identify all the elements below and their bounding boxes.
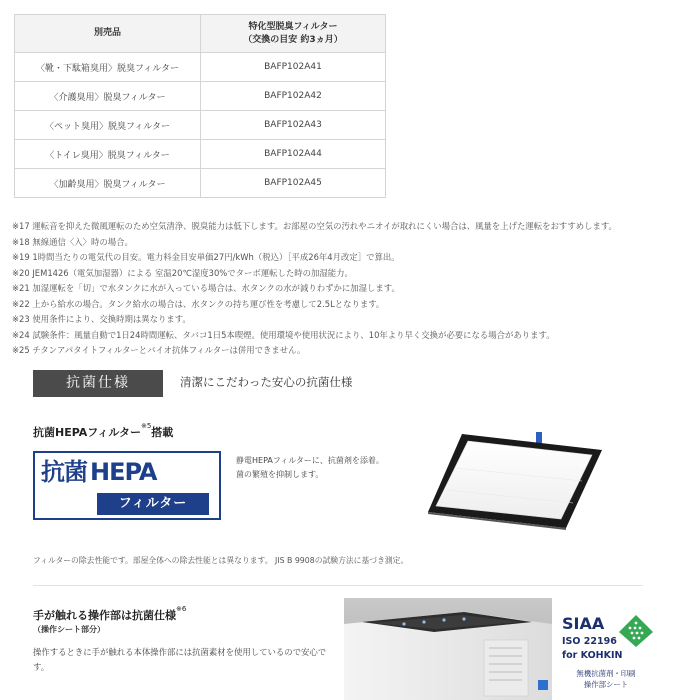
hepa-badge-kanji: 抗菌 bbox=[41, 458, 87, 486]
table-row bbox=[15, 169, 386, 198]
filter-name-cell: 〈ペット臭用〉脱臭フィルター bbox=[15, 111, 201, 140]
table-row bbox=[15, 53, 386, 82]
hepa-heading bbox=[33, 424, 173, 440]
filter-name-cell: 〈トイレ臭用〉脱臭フィルター bbox=[15, 140, 201, 169]
siaa-caption-line1: 無機抗菌剤・印刷 bbox=[576, 669, 636, 678]
filter-name-cell: 〈靴・下駄箱臭用〉脱臭フィルター bbox=[15, 53, 201, 82]
filter-name-cell: 〈介護臭用〉脱臭フィルター bbox=[15, 82, 201, 111]
siaa-for-kohkin: for KOHKIN bbox=[562, 650, 623, 661]
footnote-22: ※22 上から給水の場合。タンク給水の場合は、水タンクの持ち運び性を考慮して2.5Lとなります。 bbox=[12, 298, 385, 309]
hepa-heading-footnote-ref: ※5 bbox=[140, 422, 152, 430]
table-header-filter-line2: （交換の目安 約3ヵ月） bbox=[243, 34, 343, 45]
filter-model-cell: BAFP102A45 bbox=[201, 169, 386, 198]
hepa-heading-suffix: 搭載 bbox=[151, 426, 174, 439]
hepa-desc-line1: 静電HEPAフィルターに、抗菌剤を添着。 bbox=[236, 456, 384, 465]
filter-model-cell: BAFP102A42 bbox=[201, 82, 386, 111]
table-header-accessory: 別売品 bbox=[15, 15, 201, 53]
footnote-20: ※20 JEM1426（電気加湿器）による 室温20℃湿度30%でターボ運転した時の加湿能力。 bbox=[12, 267, 353, 278]
device-control-panel-image bbox=[344, 598, 552, 700]
siaa-certification-mark bbox=[560, 614, 690, 700]
table-header-filter bbox=[201, 15, 386, 53]
siaa-title: SIAA bbox=[562, 614, 605, 633]
siaa-iso-standard: ISO 22196 bbox=[562, 636, 617, 647]
table-header-row bbox=[15, 15, 386, 53]
operation-heading-text: 手が触れる操作部は抗菌仕様 bbox=[33, 609, 176, 622]
hepa-badge-top bbox=[41, 457, 217, 488]
section-banner: 抗菌仕様 bbox=[33, 370, 163, 397]
section-divider bbox=[33, 585, 643, 586]
hepa-badge-filter-label: フィルター bbox=[97, 493, 209, 515]
footnote-25: ※25 チタンアパタイトフィルターとバイオ抗体フィルターは併用できません。 bbox=[12, 345, 306, 355]
filter-model-cell: BAFP102A43 bbox=[201, 111, 386, 140]
hepa-test-note: フィルターの除去性能です。部屋全体への除去性能とは異なります。 JIS B 9908の試験方法に基づき測定。 bbox=[33, 556, 409, 565]
filter-model-cell: BAFP102A41 bbox=[201, 53, 386, 82]
operation-description: 操作するときに手が触れる本体操作部には抗菌素材を使用しているので安心です。 bbox=[33, 647, 327, 672]
table-header-filter-line1: 特化型脱臭フィルター bbox=[248, 21, 338, 32]
antibacterial-hepa-badge bbox=[33, 451, 221, 520]
footnote-17: ※17 運転音を抑えた微風運転のため空気清浄、脱臭能力は低下します。お部屋の空気の汚れやニオイが取れにくい場合は、風量を上げた運転をおすすめします。 bbox=[12, 221, 617, 231]
table-row bbox=[15, 82, 386, 111]
section-subtitle: 清潔にこだわった安心の抗菌仕様 bbox=[180, 375, 353, 389]
hepa-heading-text: 抗菌HEPAフィルター bbox=[33, 426, 141, 439]
siaa-logo-icon bbox=[618, 614, 654, 648]
filter-name-cell: 〈加齢臭用〉脱臭フィルター bbox=[15, 169, 201, 198]
accessory-filter-table bbox=[14, 14, 386, 198]
hepa-description bbox=[236, 454, 406, 482]
hepa-desc-line2: 菌の繁殖を抑制します。 bbox=[236, 470, 324, 479]
footnote-23: ※23 使用条件により、交換時期は異なります。 bbox=[12, 314, 191, 324]
footnote-21: ※21 加湿運転を「切」で水タンクに水が入っている場合は、水タンクの水が減りわずかに加湿します。 bbox=[12, 283, 400, 293]
hepa-filter-image bbox=[426, 428, 604, 530]
filter-model-cell: BAFP102A44 bbox=[201, 140, 386, 169]
footnote-24: ※24 試験条件：風量自動で1日24時間運転、タバコ1日5本喫煙。使用環境や使用状況により、10年より早く交換が必要になる場合があります。 bbox=[12, 329, 555, 340]
siaa-caption-line2: 操作部シート bbox=[583, 680, 629, 689]
operation-heading bbox=[33, 607, 186, 623]
operation-heading-footnote-ref: ※6 bbox=[176, 605, 187, 613]
hepa-badge-latin: HEPA bbox=[90, 458, 157, 486]
footnote-19: ※19 1時間当たりの電気代の目安。電力料金目安単価27円/kWh（税込）［平成26年4月改定］で算出。 bbox=[12, 252, 400, 262]
footnotes-list bbox=[12, 219, 696, 359]
siaa-caption bbox=[562, 668, 650, 690]
footnote-18: ※18 無線通信〈入〉時の場合。 bbox=[12, 236, 133, 247]
table-row bbox=[15, 111, 386, 140]
table-row bbox=[15, 140, 386, 169]
operation-subtitle: （操作シート部分） bbox=[33, 625, 105, 634]
